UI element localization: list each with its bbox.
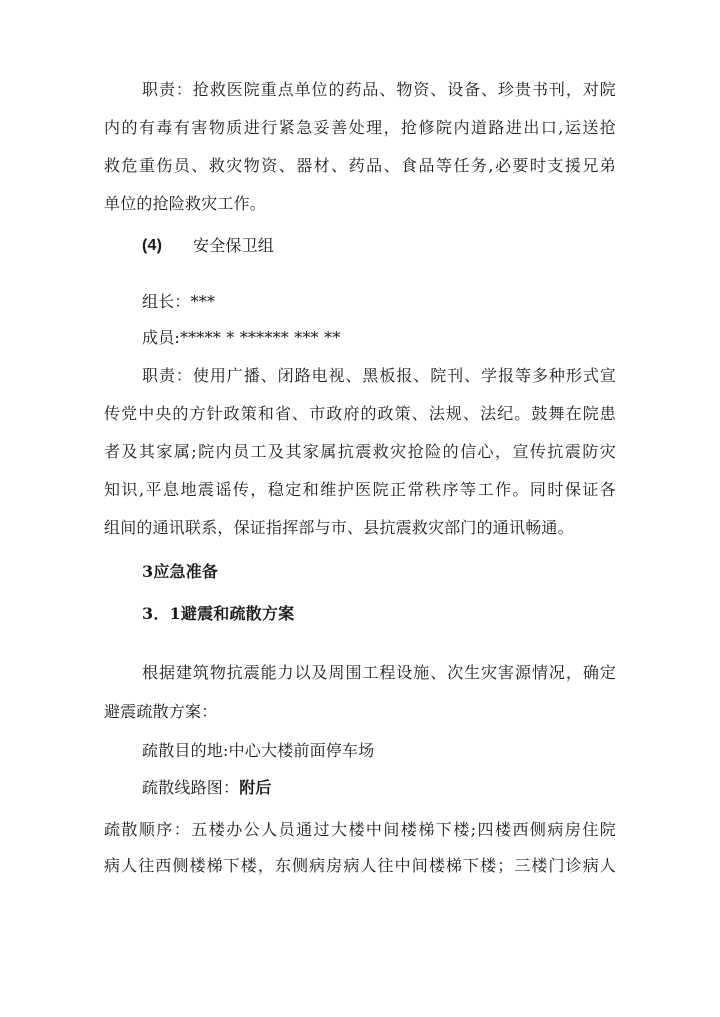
rescue-duties-line-4: 单位的抢险救灾工作。: [104, 194, 267, 213]
evacuation-destination: 疏散目的地:中心大楼前面停车场: [142, 741, 375, 760]
security-duties-line-4: 知识,平息地震谣传，稳定和维护医院正常秩序等工作。同时保证各: [104, 480, 616, 499]
section-3-1-intro-line-2: 避震疏散方案：: [104, 702, 218, 721]
evacuation-route-value: 附后: [239, 778, 272, 797]
security-group-number: (4): [142, 237, 163, 254]
evacuation-route-label: 疏散线路图：: [142, 778, 240, 797]
section-3-1-heading: 3．1避震和疏散方案: [142, 604, 295, 623]
security-group-leader: 组长：***: [142, 292, 216, 311]
section-3-1-intro-line-1: 根据建筑物抗震能力以及周围工程设施、次生灾害源情况，确定: [142, 663, 616, 682]
evacuation-route: [142, 778, 272, 798]
rescue-duties-line-3: 救危重伤员、救灾物资、器材、药品、食品等任务,必要时支援兄弟: [104, 156, 616, 175]
evacuation-order-line-1: 疏散顺序：五楼办公人员通过大楼中间楼梯下楼;四楼西侧病房住院: [104, 820, 616, 839]
security-duties-line-3: 者及其家属;院内员工及其家属抗震救灾抢险的信心，宣传抗震防灾: [104, 442, 616, 461]
security-duties-line-5: 组间的通讯联系，保证指挥部与市、县抗震救灾部门的通讯畅通。: [104, 518, 574, 537]
security-group-title: 安全保卫组: [193, 236, 275, 255]
rescue-duties-line-1: 职责：抢救医院重点单位的药品、物资、设备、珍贵书刊，对院: [142, 80, 616, 99]
security-duties-line-2: 传党中央的方针政策和省、市政府的政策、法规、法纪。鼓舞在院患: [104, 404, 616, 423]
evacuation-order-line-2: 病人往西侧楼梯下楼，东侧病房病人往中间楼梯下楼；三楼门诊病人: [104, 856, 616, 875]
security-duties-line-1: 职责：使用广播、闭路电视、黑板报、院刊、学报等多种形式宣: [142, 366, 616, 385]
section-3-heading: 3应急准备: [142, 562, 219, 581]
rescue-duties-line-2: 内的有毒有害物质进行紧急妥善处理，抢修院内道路进出口,运送抢: [104, 118, 616, 137]
security-group-members: 成员:***** * ****** *** **: [142, 328, 341, 347]
